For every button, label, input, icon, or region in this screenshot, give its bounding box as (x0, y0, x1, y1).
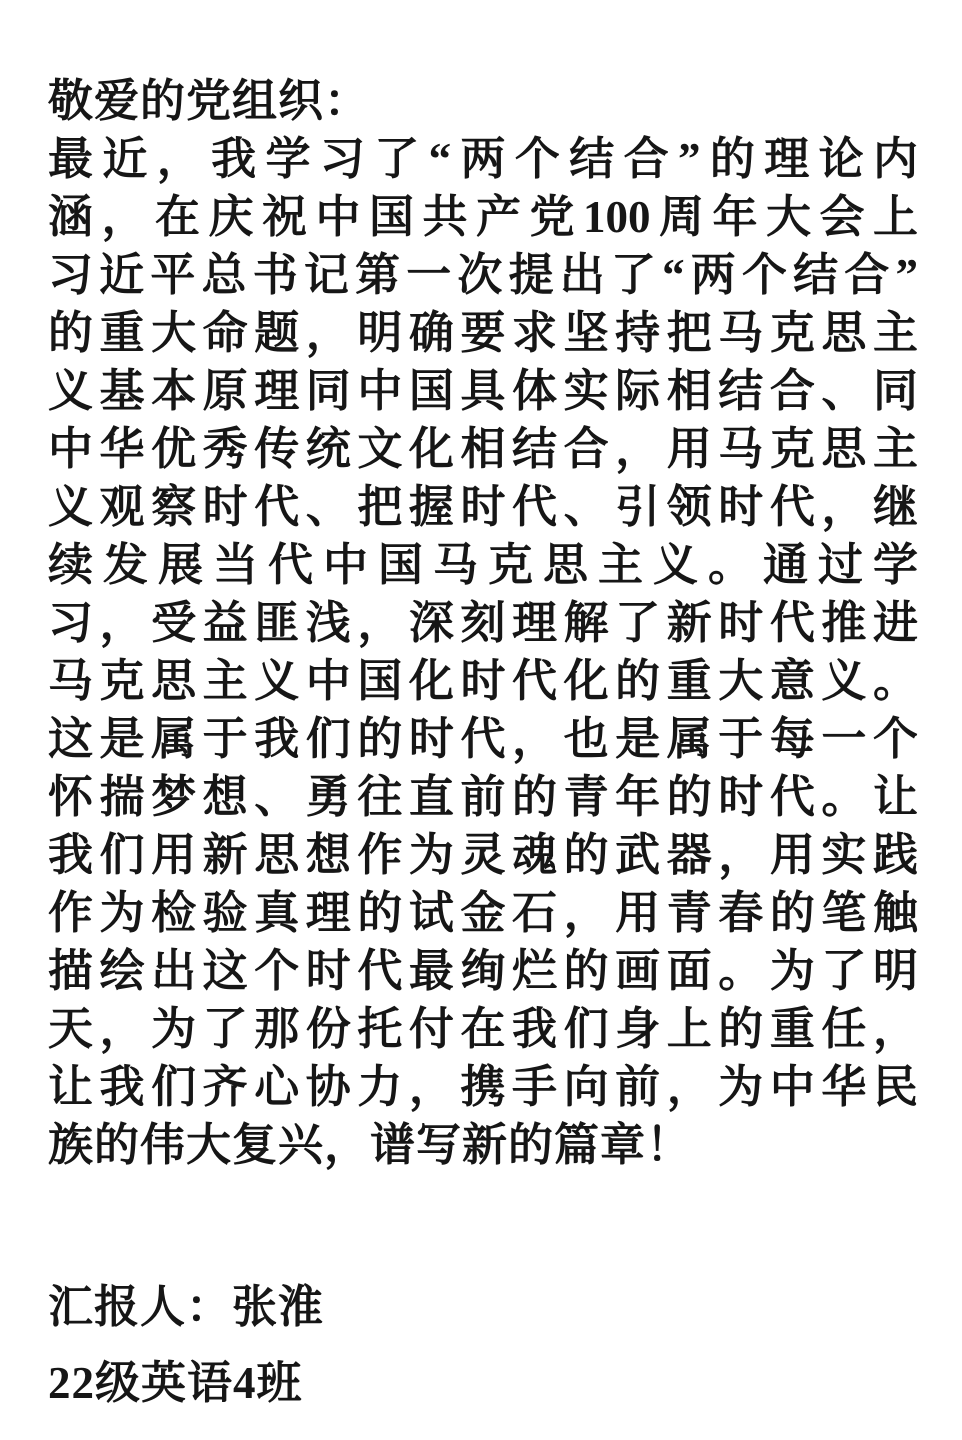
body-line: 怀揣梦想、勇往直前的青年的时代。让 (48, 772, 918, 822)
letter-body (48, 130, 918, 1174)
reporter-line (48, 1278, 918, 1336)
reporter-label: 汇报人： (48, 1282, 233, 1332)
reporter-name: 张淮 (232, 1282, 325, 1332)
body-line: 描绘出这个时代最绚烂的画面。为了明 (48, 946, 918, 996)
body-line: 的重大命题，明确要求坚持把马克思主 (48, 308, 918, 358)
body-line: 我们用新思想作为灵魂的武器，用实践 (48, 830, 918, 880)
body-line: 中华优秀传统文化相结合，用马克思主 (48, 424, 918, 474)
class-line: 22级英语4班 (48, 1358, 303, 1408)
signature-block (48, 1278, 918, 1412)
body-line: 续发展当代中国马克思主义。通过学 (48, 540, 918, 590)
body-line-last: 族的伟大复兴，谱写新的篇章！ (48, 1120, 693, 1170)
body-line: 让我们齐心协力，携手向前，为中华民 (48, 1062, 918, 1112)
body-line: 习，受益匪浅，深刻理解了新时代推进 (48, 598, 918, 648)
body-line: 这是属于我们的时代，也是属于每一个 (48, 714, 918, 764)
body-line: 习近平总书记第一次提出了“两个结合” (48, 250, 918, 300)
body-line: 最近，我学习了“两个结合”的理论内 (48, 134, 918, 184)
body-line: 义基本原理同中国具体实际相结合、同 (48, 366, 918, 416)
body-line: 天，为了那份托付在我们身上的重任， (48, 1004, 918, 1054)
body-line: 义观察时代、把握时代、引领时代，继 (48, 482, 918, 532)
body-line: 作为检验真理的试金石，用青春的笔触 (48, 888, 918, 938)
body-line: 马克思主义中国化时代化的重大意义。 (48, 656, 918, 706)
salutation: 敬爱的党组织： (48, 76, 371, 126)
body-line: 涵，在庆祝中国共产党100周年大会上 (48, 192, 918, 242)
